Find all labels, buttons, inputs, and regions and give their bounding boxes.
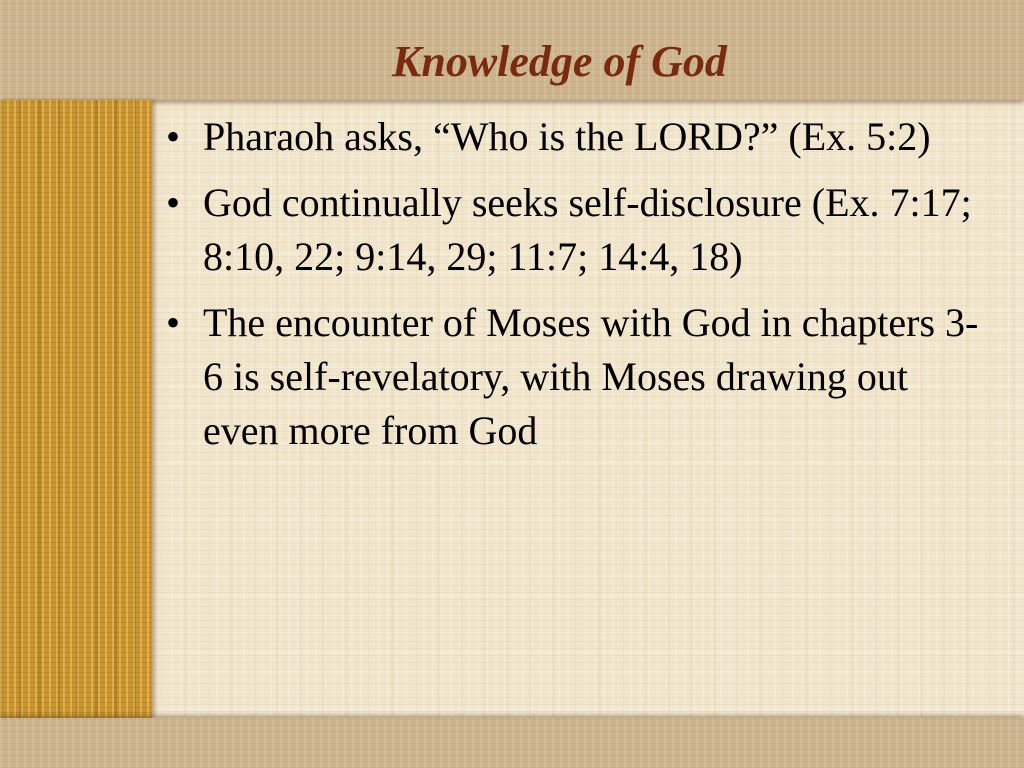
bullet-item xyxy=(166,176,986,284)
decorative-side-strip xyxy=(0,100,152,718)
bullet-icon: • xyxy=(166,114,181,159)
bullet-icon: • xyxy=(166,300,181,345)
slide-title: Knowledge of God xyxy=(392,37,727,86)
bullet-icon: • xyxy=(166,180,181,225)
bullet-text: The encounter of Moses with God in chapters 3-6 is self-revelatory, with Moses drawing out even more from God xyxy=(203,300,979,453)
bullet-text: God continually seeks self-disclosure (Ex. 7:17; 8:10, 22; 9:14, 29; 11:7; 14:4, 18) xyxy=(203,180,972,279)
bullet-item xyxy=(166,296,986,458)
bullet-item xyxy=(166,110,986,164)
bullet-list xyxy=(166,110,986,470)
footer-band xyxy=(0,718,1024,768)
bullet-text: Pharaoh asks, “Who is the LORD?” (Ex. 5:2) xyxy=(203,114,931,159)
